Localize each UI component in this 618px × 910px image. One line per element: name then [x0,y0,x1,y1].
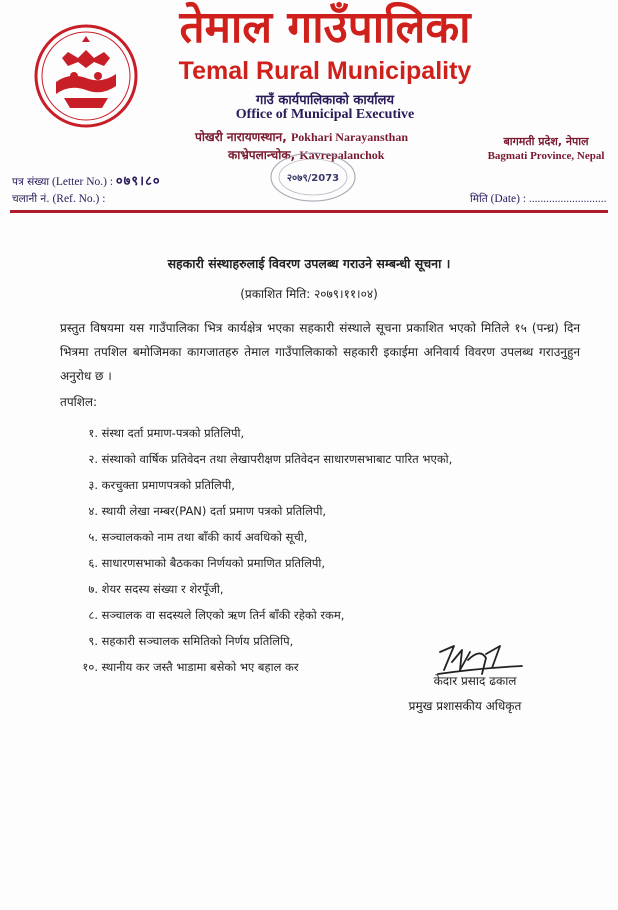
list-item-number: ७. [88,582,98,596]
notice-subject: सहकारी संस्थाहरुलाई विवरण उपलब्ध गराउने सम्बन्धी सूचना । [167,256,451,271]
list-item [82,472,452,498]
reference-number [12,192,105,206]
address-np-2: काभ्रेपलान्चोक, [228,148,296,162]
list-item-text: सञ्चालकको नाम तथा बाँकी कार्य अवधिको सूची, [101,530,308,544]
list-item-number: १०. [82,660,98,674]
list-item [82,654,452,680]
letter-number [12,171,161,189]
list-item-text: साधारणसभाको बैठकका निर्णयको प्रमाणित प्रतिलिपी, [101,556,326,570]
list-item-number: ८. [88,608,98,622]
municipality-title-np: तेमाल गाउँपालिका [179,2,471,53]
municipality-title-en: Temal Rural Municipality [178,57,472,85]
list-item-number: ५. [88,530,98,544]
list-item-text: स्थानीय कर जस्तै भाडामा बसेको भए बहाल कर [101,660,299,674]
date-label-en: (Date) : ........................... [490,193,607,205]
address-en-1: Pokhari Narayansthan [290,130,408,144]
header-divider [10,210,608,213]
list-item-text: सञ्चालक वा सदस्यले लिएको ऋण तिर्न बाँकी रहेको रकम, [101,608,345,622]
list-item-number: ९. [88,634,98,648]
list-item [82,420,452,446]
letter-no-label-np: पत्र संख्या [12,176,50,188]
ref-no-label-np: चलानी नं. [12,193,50,205]
office-name-en: Office of Municipal Executive [235,107,415,122]
list-item-text: संस्था दर्ता प्रमाण-पत्रको प्रतिलिपी, [101,426,245,440]
list-item [82,524,452,550]
list-item-text: करचुक्ता प्रमाणपत्रको प्रतिलिपी, [101,478,235,492]
list-item [82,628,452,654]
list-item-number: १. [88,426,98,440]
list-item-text: शेयर सदस्य संख्या र शेरपूँजी, [101,582,224,596]
address-line-1 [195,128,495,145]
stamp-text: २०७९/2073 [286,173,340,184]
municipality-emblem-icon [34,24,138,128]
date-field [470,192,607,206]
list-item-text: सहकारी सञ्चालक समितिको निर्णय प्रतिलिपि, [101,634,294,648]
list-item-text: संस्थाको वार्षिक प्रतिवेदन तथा लेखापरीक्षण प्रतिवेदन साधारणसभाबाट पारित भएको, [101,452,453,466]
office-name-np: गाउँ कार्यपालिकाको कार्यालय [256,93,394,108]
date-label-np: मिति [470,193,488,205]
list-item [82,550,452,576]
requirements-list [82,420,452,680]
list-item [82,602,452,628]
list-item-number: ३. [88,478,98,492]
letter-no-label-en: (Letter No.) : [52,176,114,188]
list-item-number: ४. [88,504,98,518]
list-item-number: २. [88,452,98,466]
signatory-title: प्रमुख प्रशासकीय अधिकृत [408,699,522,713]
office-stamp-icon [268,150,358,204]
notice-body: प्रस्तुत विषयमा यस गाउँपालिका भित्र कार्यक्षेत्र भएका सहकारी संस्थाले सूचना प्रकाशित भएको मितिले १५ (पन्ध्र) दिन भित्रमा तपशिल बमोजिमका कागजातहरु तेमाल गाउँपालिकाको सहकारी इकाईमा अनिवार्य विवरण उपलब्ध गराउनुहुन अनुरोध छ । [60,321,580,383]
letter-no-value: ०७९।८० [115,174,161,189]
province-en: Bagmati Province, Nepal [487,150,605,162]
list-item-number: ६. [88,556,98,570]
list-heading: तपशिल: [60,395,98,409]
list-item-text: स्थायी लेखा नम्बर(PAN) दर्ता प्रमाण पत्रको प्रतिलिपी, [101,504,327,518]
province-np: बागमती प्रदेश, नेपाल [503,135,589,148]
list-item [82,446,452,472]
signatory-name: केदार प्रसाद ढकाल [433,674,517,688]
address-np-1: पोखरी नारायणस्थान, [195,130,287,144]
ref-no-label-en: (Ref. No.) : [52,193,106,205]
published-date: (प्रकाशित मिति: २०७९।११।०४) [240,287,378,301]
address-en-2: Kavrepalanchok [299,148,385,162]
list-item [82,576,452,602]
list-item [82,498,452,524]
